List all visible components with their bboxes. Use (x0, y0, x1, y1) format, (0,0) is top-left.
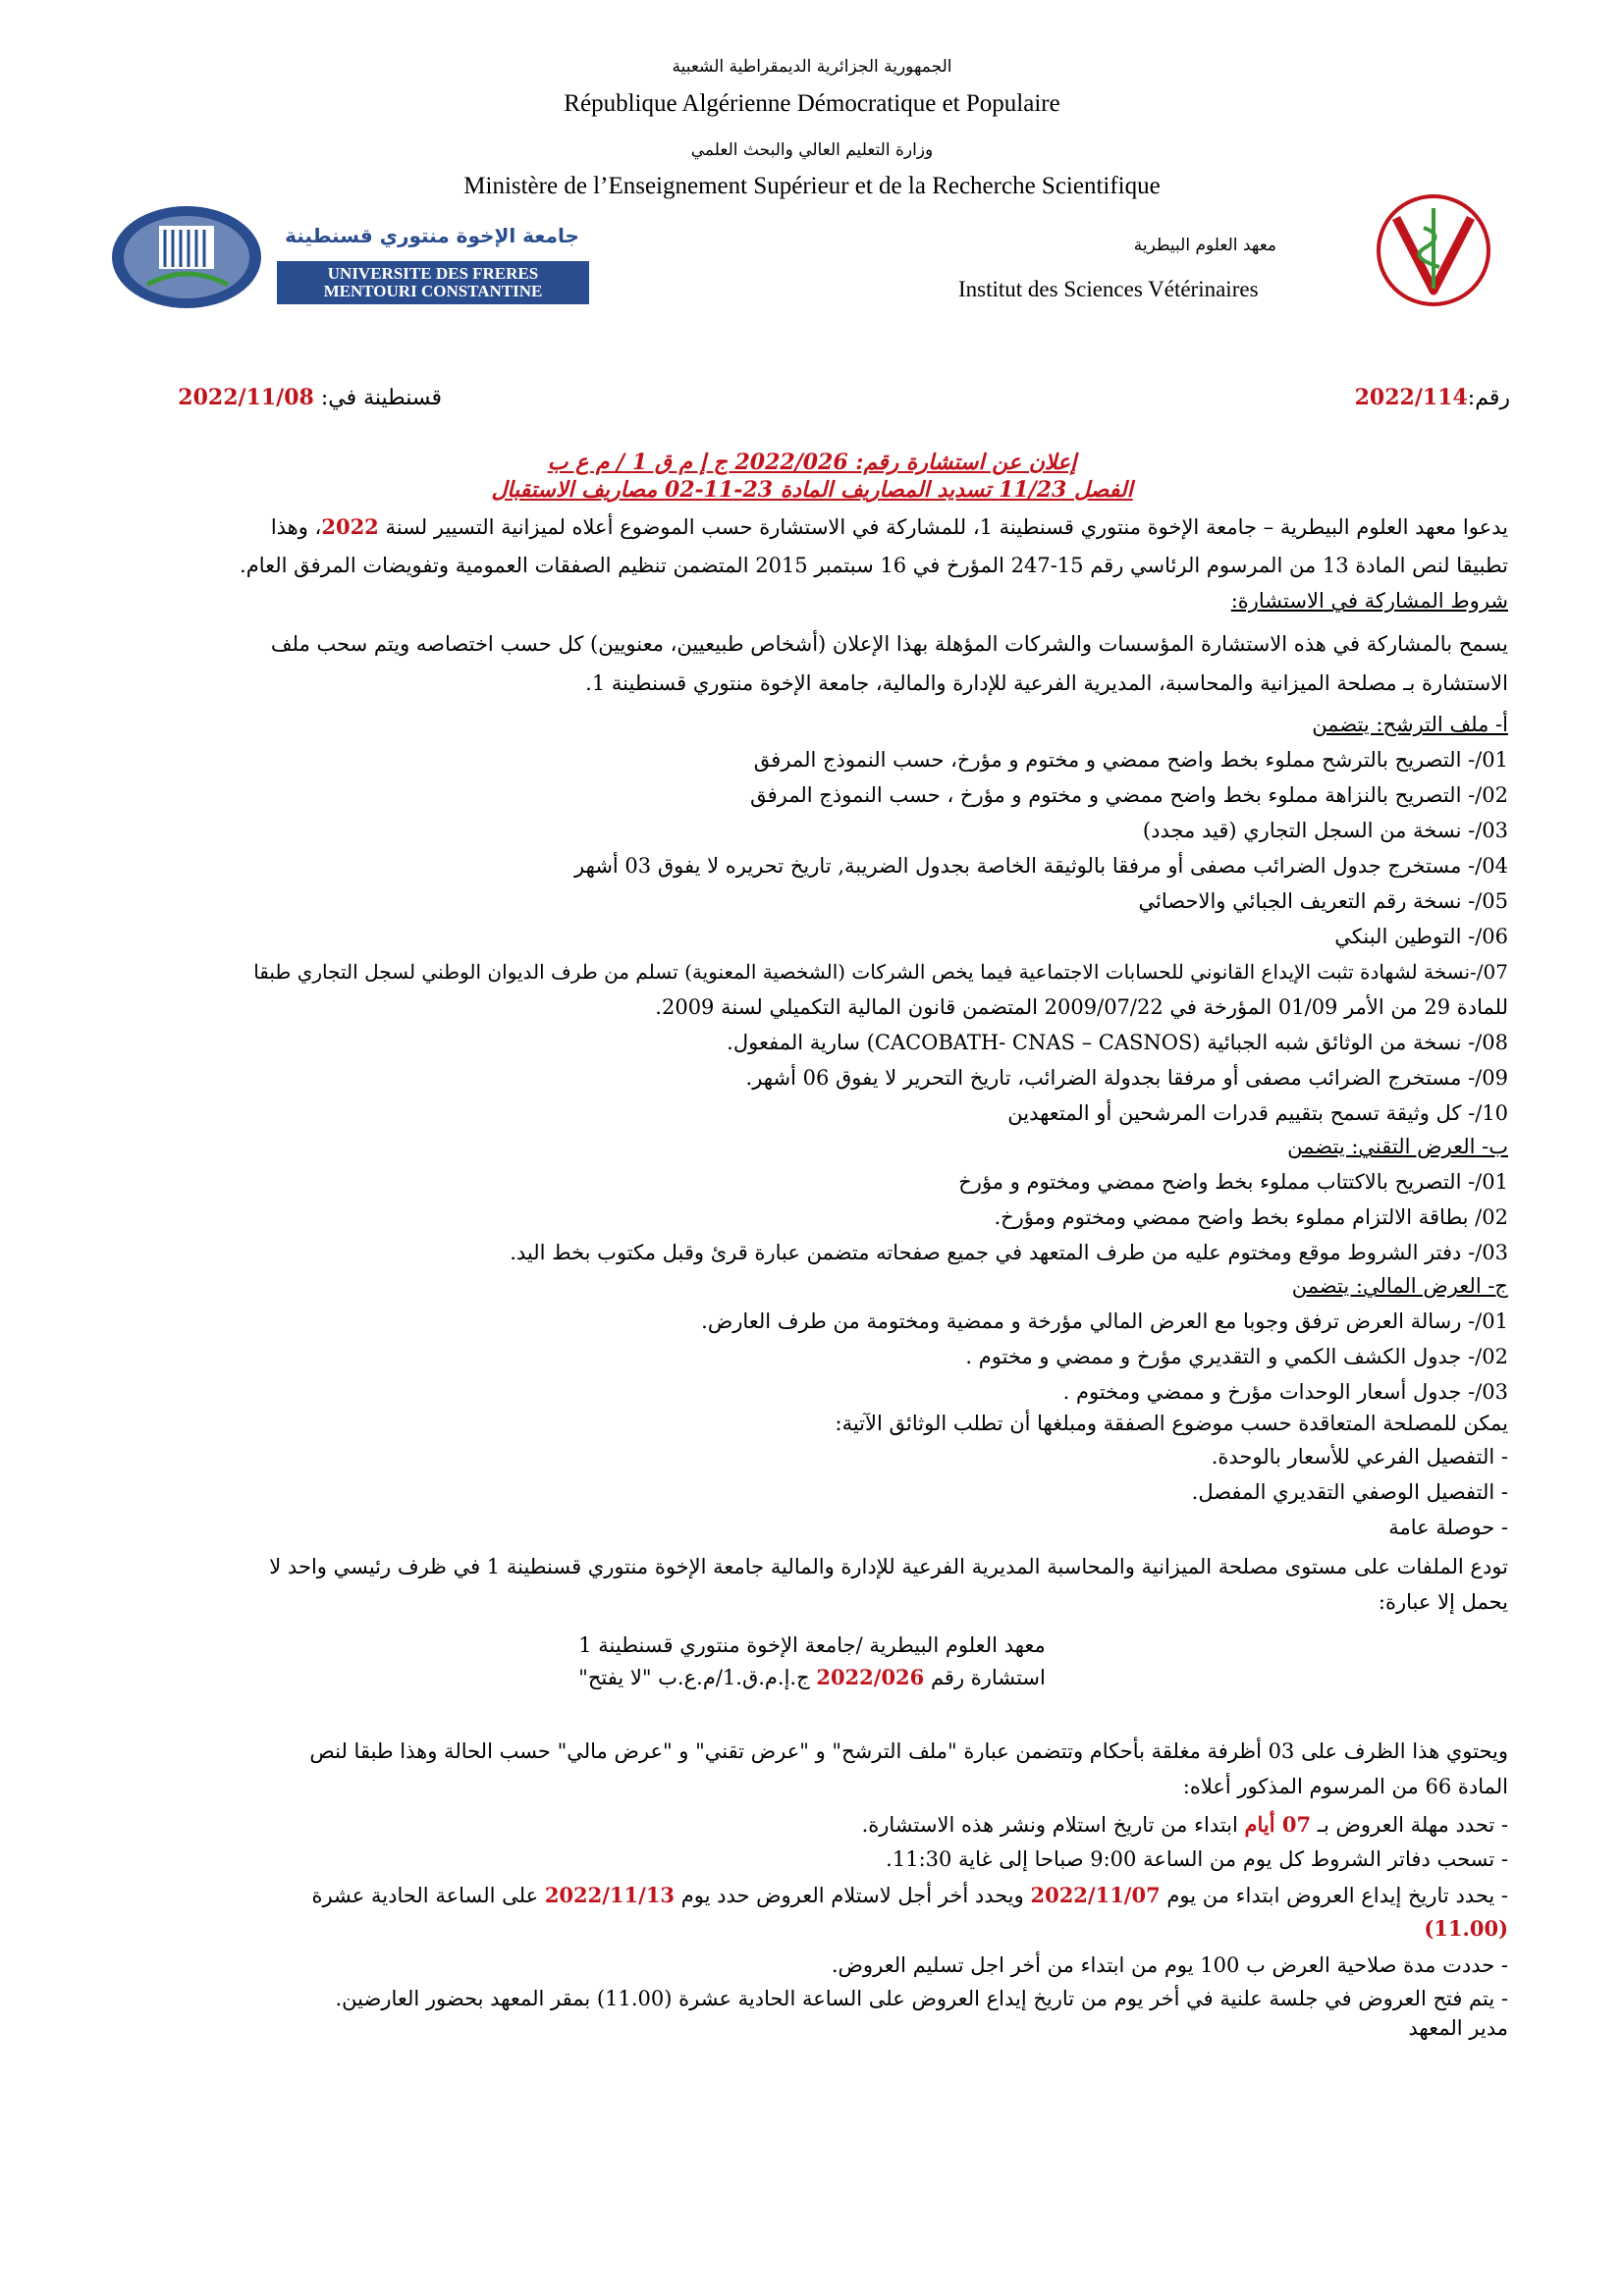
ministry-ar: وزارة التعليم العالي والبحث العلمي (690, 140, 934, 160)
section-a-item: 01/- التصريح بالترشح مملوء بخط واضح ممضي و مختوم و مؤرخ، حسب النموذج المرفق (753, 748, 1508, 772)
section-b-item: 03/- دفتر الشروط موقع ومختوم عليه من طرف المتعهد في جميع صفحاته متضمن عبارة قرئ وقبل مكتوب بخط اليد. (510, 1241, 1508, 1264)
contents-line-2: المادة 66 من المرسوم المذكور أعلاه: (1182, 1775, 1508, 1798)
institute-logo (1375, 192, 1492, 308)
section-a-item: 02/- التصريح بالنزاهة مملوء بخط واضح ممضي و مختوم و مؤرخ ، حسب النموذج المرفق (750, 783, 1508, 807)
term-text: ابتداء من تاريخ استلام ونشر هذه الاستشارة. (861, 1813, 1245, 1837)
reference-value: 2022/114 (1354, 385, 1468, 410)
section-a-item: 04/- مستخرج جدول الضرائب مصفى أو مرفقا بالوثيقة الخاصة بجدول الضريبة, تاريخ تحريره لا يفوق 03 أشهر (574, 854, 1508, 878)
section-a-item: 08/- نسخة من الوثائق شبه الجبائية (CACOBATH- CNAS – CASNOS) سارية المفعول. (727, 1031, 1508, 1054)
section-a-item: 05/- نسخة رقم التعريف الجبائي والاحصائي (1138, 889, 1508, 913)
term-text: على الساعة الحادية عشرة (311, 1884, 545, 1907)
intro-text: يدعوا معهد العلوم البيطرية – جامعة الإخوة منتوري قسنطينة 1، للمشاركة في الاستشارة حسب الموضوع أعلاه لميزانية التسيير لسنة (378, 515, 1508, 539)
term-days: 07 أيام (1244, 1812, 1312, 1837)
university-logo (108, 204, 599, 310)
institute-ar: معهد العلوم البيطرية (1133, 236, 1276, 255)
section-b-item: 01/- التصريح بالاكتتاب مملوء بخط واضح ممضي ومختوم و مؤرخ (958, 1170, 1508, 1194)
deadline-time: (11.00) (1424, 1916, 1508, 1941)
deposit-line-2: يحمل إلا عبارة: (1378, 1590, 1508, 1614)
conditions-line-2: الاستشارة بـ مصلحة الميزانية والمحاسبة، المديرية الفرعية للإدارة والمالية، جامعة الإخوة منتوري قسنطينة 1. (585, 671, 1508, 695)
date-value: 2022/11/08 (178, 385, 314, 410)
envelope-label-suffix: ج.إ.م.ق.1/م.ع.ب "لا يفتح" (578, 1666, 817, 1689)
section-a-item: 07/-نسخة لشهادة تثبت الإيداع القانوني للحسابات الاجتماعية فيما يخص الشركات (الشخصية المعنوية) تسلم من طرف الديوان الوطني لسجل التجاري طبقا (253, 960, 1508, 984)
section-a-item: 06/- التوطين البنكي (1334, 925, 1508, 948)
term-item (114, 1812, 1508, 1837)
intro-end: ، وهذا (270, 515, 322, 539)
section-c-item: 02/- جدول الكشف الكمي و التقديري مؤرخ و ممضي و مختوم . (965, 1345, 1508, 1368)
intro-year: 2022 (321, 514, 379, 539)
institute-fr: Institut des Sciences Vétérinaires (958, 277, 1259, 301)
section-c-item: 03/- جدول أسعار الوحدات مؤرخ و ممضي ومختوم . (1062, 1380, 1508, 1404)
section-b-title: ب- العرض التقني: يتضمن (1287, 1135, 1508, 1158)
section-a-item: للمادة 29 من الأمر 01/09 المؤرخة في 2009/07/22 المتضمن قانون المالية التكميلي لسنة 2009. (655, 995, 1508, 1019)
deposit-line-1: تودع الملفات على مستوى مصلحة الميزانية والمحاسبة المديرية الفرعية للإدارة والمالية جامعة الإخوة منتوري قسنطينة 1 في ظرف رئيسي واحد لا (269, 1555, 1508, 1578)
deposit-deadline-date: 2022/11/13 (544, 1883, 676, 1907)
term-text: - تحدد مهلة العروض بـ (1311, 1813, 1508, 1837)
signature-label: مدير المعهد (1408, 2016, 1508, 2040)
institute-logo-graphic (1375, 192, 1492, 308)
reference-label: رقم: (1467, 386, 1510, 410)
term-item: - حددت مدة صلاحية العرض ب 100 يوم من ابتداء من أخر اجل تسليم العروض. (831, 1953, 1508, 1977)
section-a-item: 10/- كل وثيقة تسمح بتقييم قدرات المرشحين أو المتعهدين (1007, 1101, 1508, 1125)
term-item (114, 1883, 1508, 1907)
section-a-title: أ- ملف الترشح: يتضمن (1312, 713, 1508, 736)
university-name-fr-2: MENTOURI CONSTANTINE (323, 282, 543, 300)
deposit-start-date: 2022/11/07 (1030, 1883, 1161, 1907)
conditions-line-1: يسمح بالمشاركة في هذه الاستشارة المؤسسات والشركات المؤهلة بهذا الإعلان (أشخاص طبيعيين، معنويين) كل حسب اختصاصه ويتم سحب ملف (270, 632, 1508, 656)
announcement-subtitle: الفصل 11/23 تسديد المصاريف المادة 23-11-02 مصاريف الاستقبال (491, 477, 1133, 503)
republic-ar: الجمهورية الجزائرية الديمقراطية الشعبية (672, 57, 952, 77)
term-text: - يحدد تاريخ إيداع العروض ابتداء من يوم (1160, 1884, 1508, 1907)
section-b-item: 02/ بطاقة الالتزام مملوء بخط واضح ممضي ومختوم ومؤرخ. (994, 1205, 1508, 1229)
section-a-item: 09/- مستخرج الضرائب مصفى أو مرفقا بجدولة الضرائب، تاريخ التحرير لا يفوق 06 أشهر. (745, 1066, 1508, 1090)
conditions-title: شروط المشاركة في الاستشارة: (1230, 589, 1508, 613)
contents-line-1: ويحتوي هذا الظرف على 03 أظرفة مغلقة بأحكام وتتضمن عبارة "ملف الترشح" و "عرض تقني" و "عرض مالي" حسب الحالة وهذا طبقا لنص (309, 1739, 1508, 1763)
term-text: ويحدد أخر أجل لاستلام العروض حدد يوم (675, 1884, 1031, 1907)
envelope-label-1: معهد العلوم البيطرية /جامعة الإخوة منتوري قسنطينة 1 (578, 1633, 1046, 1657)
extra-doc-item: - التفصيل الفرعي للأسعار بالوحدة. (1211, 1445, 1508, 1468)
extra-doc-item: - التفصيل الوصفي التقديري المفصل. (1191, 1480, 1508, 1504)
university-name-fr-1: UNIVERSITE DES FRERES (327, 264, 539, 283)
envelope-label-2 (0, 1665, 1624, 1689)
announcement-title: إعلان عن استشارة رقم: 2022/026 ج إ م ق 1 / م ع ب (547, 450, 1077, 475)
date-label: قسنطينة في: (320, 386, 442, 410)
republic-fr: République Algérienne Démocratique et Populaire (564, 90, 1060, 117)
intro-line-1 (114, 514, 1508, 539)
extra-docs-intro: يمكن للمصلحة المتعاقدة حسب موضوع الصفقة ومبلغها أن تطلب الوثائق الآتية: (835, 1412, 1508, 1435)
reference-number (1276, 385, 1510, 410)
term-item: - يتم فتح العروض في جلسة علنية في أخر يوم من تاريخ إيداع العروض على الساعة الحادية عشرة (11.00) بمقر المعهد بحضور العارضين. (335, 1987, 1508, 2010)
section-c-title: ج- العرض المالي: يتضمن (1291, 1274, 1508, 1298)
ministry-fr: Ministère de l’Enseignement Supérieur et de la Recherche Scientifique (463, 173, 1161, 199)
term-item: - تسحب دفاتر الشروط كل يوم من الساعة 9:00 صباحا إلى غاية 11:30. (886, 1847, 1508, 1871)
section-a-item: 03/- نسخة من السجل التجاري (قيد مجدد) (1142, 819, 1508, 842)
section-c-item: 01/- رسالة العرض ترفق وجوبا مع العرض المالي مؤرخة و ممضية ومختومة من طرف العارض. (701, 1309, 1508, 1333)
envelope-label-prefix: استشارة رقم (924, 1666, 1046, 1689)
extra-doc-item: - حوصلة عامة (1388, 1516, 1508, 1539)
university-name-ar: جامعة الإخوة منتوري قسنطينة (285, 224, 579, 247)
envelope-number: 2022/026 (816, 1665, 925, 1689)
intro-line-2: تطبيقا لنص المادة 13 من المرسوم الرئاسي رقم 15-247 المؤرخ في 16 سبتمبر 2015 المتضمن تنظيم الصفقات العمومية وتفويضات المرفق العام. (240, 554, 1508, 577)
issue-date (128, 385, 442, 410)
